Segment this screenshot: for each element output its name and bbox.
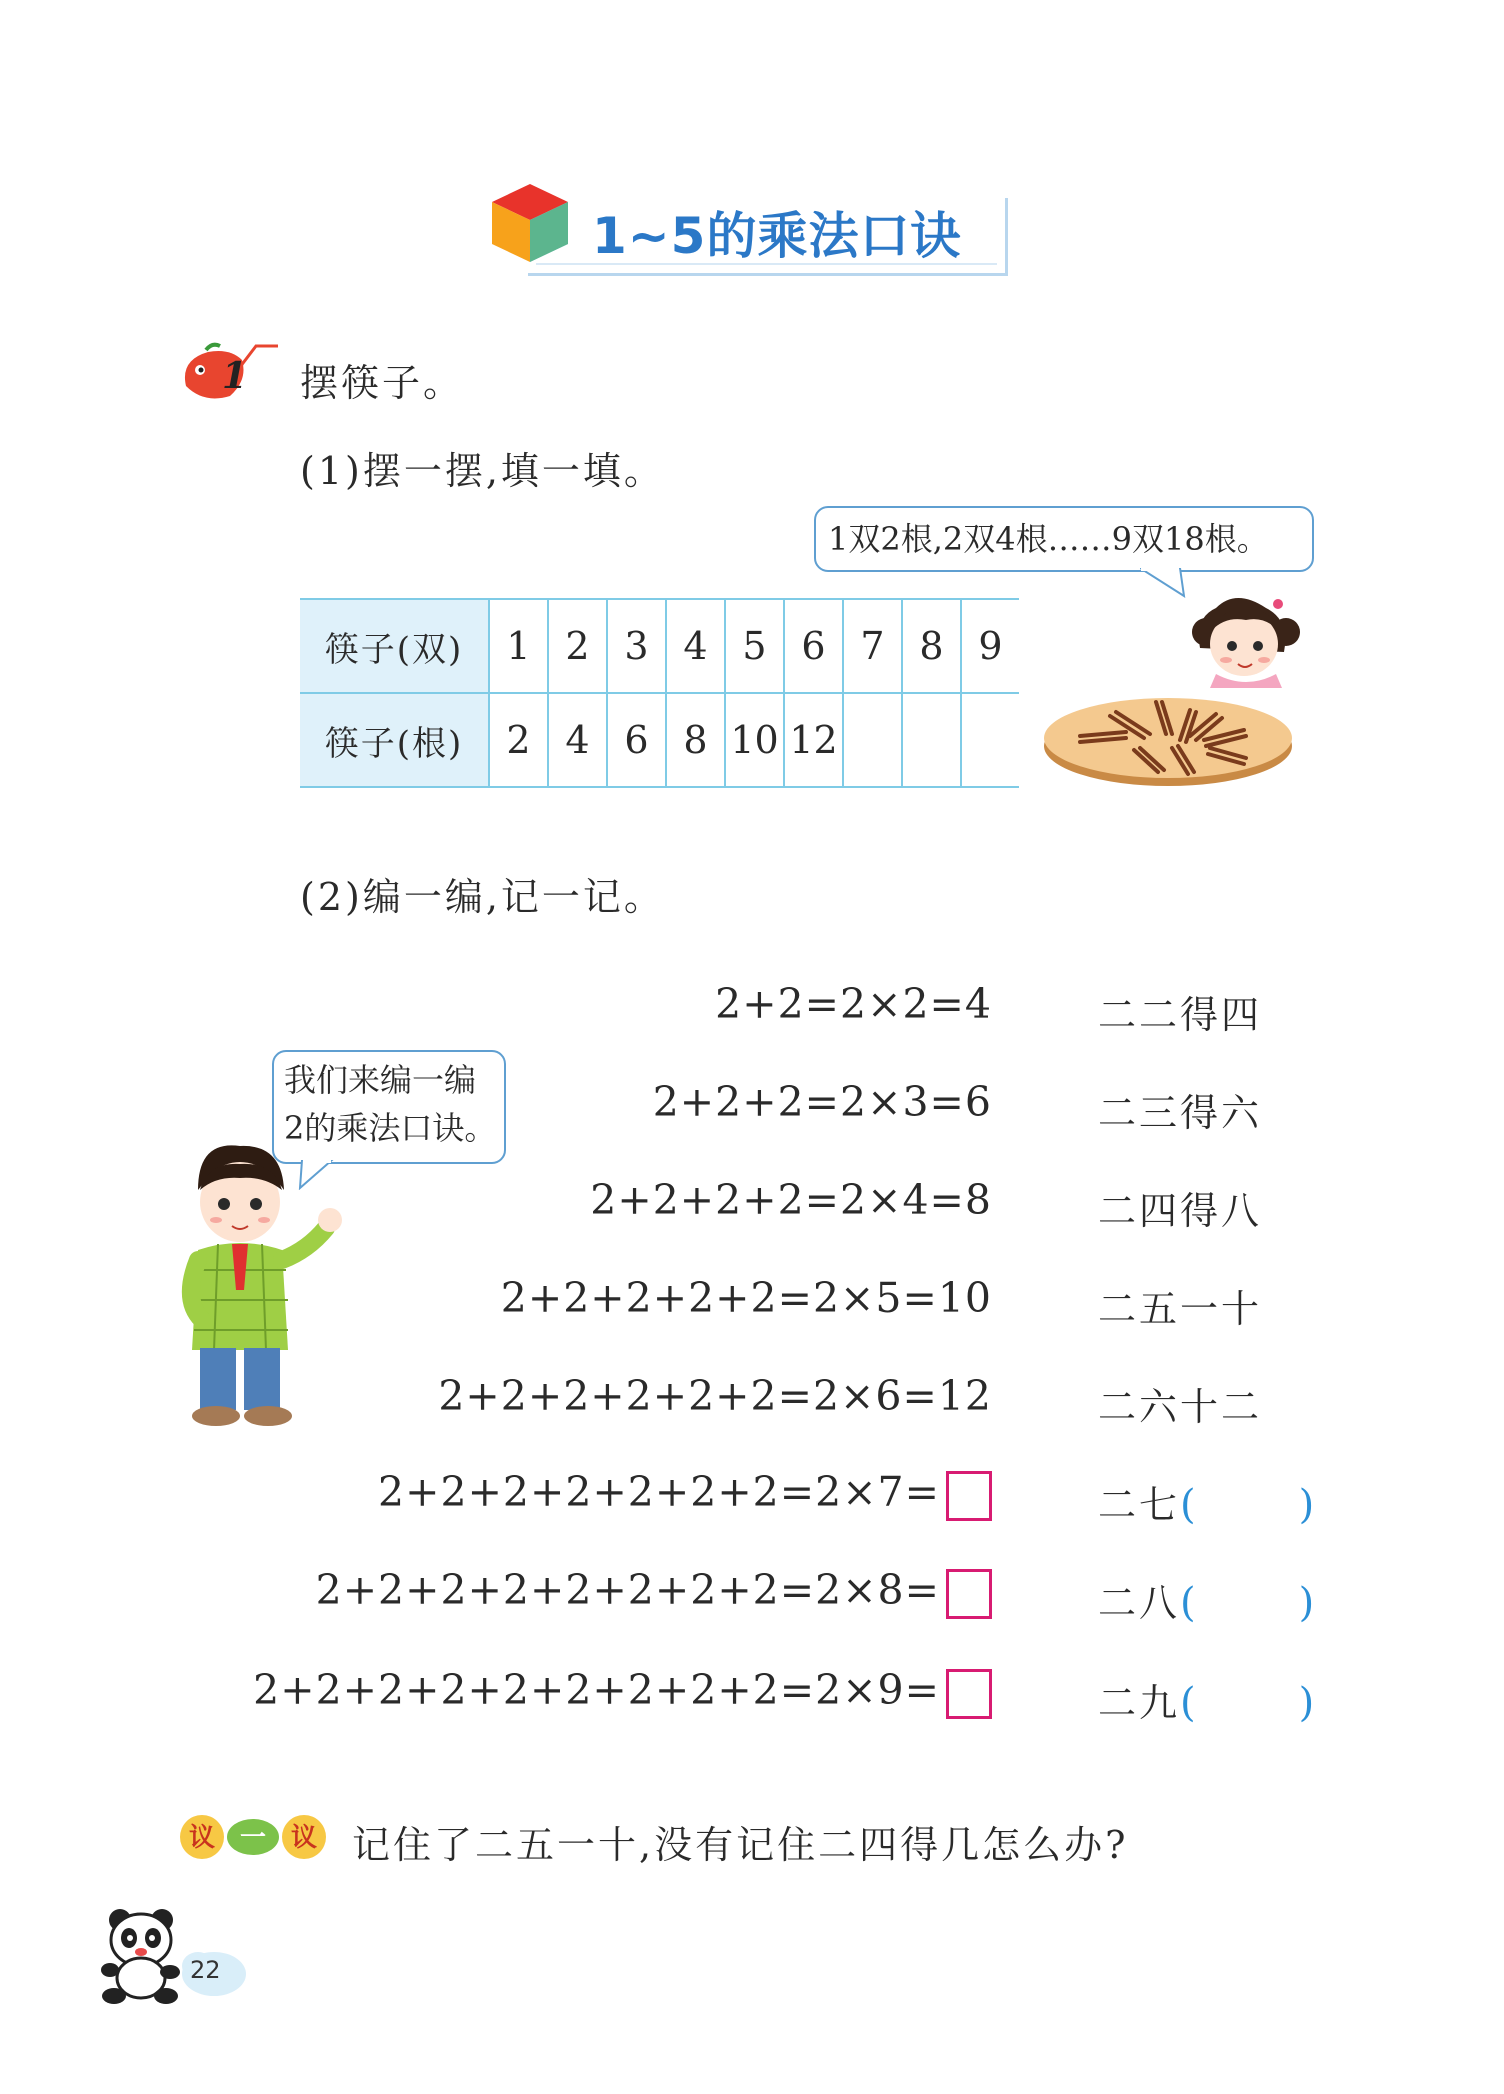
girl-speech-text: 1双2根,2双4根……9双18根。	[828, 520, 1269, 558]
chopsticks-tray-illustration	[1040, 680, 1300, 790]
equation-line	[501, 1274, 992, 1322]
paren-close: )	[1298, 1580, 1318, 1626]
table-cell: 3	[607, 599, 666, 693]
discuss-badge-char: 一	[239, 1823, 267, 1853]
koujue-fill	[1098, 1572, 1317, 1627]
discuss-badge-char: 议	[290, 1823, 318, 1853]
koujue-fill	[1098, 1672, 1317, 1727]
equation-line	[253, 1666, 992, 1719]
table-cell: 4	[666, 599, 725, 693]
table-blank-cell[interactable]	[902, 693, 961, 787]
table-cell: 9	[961, 599, 1019, 693]
equation-text: 2+2=2×2=4	[715, 980, 992, 1028]
discuss-badge	[178, 1812, 328, 1862]
koujue-text: 二九	[1098, 1681, 1181, 1725]
koujue-text: 二七	[1098, 1483, 1181, 1527]
question-number-badge	[178, 340, 282, 400]
table-cell: 1	[489, 599, 548, 693]
equation-line	[438, 1372, 992, 1420]
equation-text: 2+2+2+2+2+2+2+2+2=2×9=	[253, 1666, 940, 1714]
table-cell: 6	[784, 599, 843, 693]
answer-box[interactable]	[946, 1471, 992, 1521]
equation-text: 2+2+2=2×3=6	[652, 1078, 992, 1126]
equation-text: 2+2+2+2+2+2=2×6=12	[438, 1372, 992, 1420]
table-cell: 12	[784, 693, 843, 787]
paren-open: (	[1180, 1482, 1199, 1528]
answer-box[interactable]	[946, 1569, 992, 1619]
table-cell: 7	[843, 599, 902, 693]
paren-close: )	[1298, 1482, 1318, 1528]
boy-speech-text	[284, 1056, 496, 1152]
chopsticks-table	[300, 598, 1019, 788]
koujue-text: 二三得六	[1098, 1091, 1263, 1135]
row-label-pairs: 筷子(双)	[300, 599, 489, 693]
koujue-text: 二二得四	[1098, 993, 1263, 1037]
paren-open: (	[1180, 1580, 1199, 1626]
equation-line	[378, 1468, 992, 1521]
part1-instruction: (1)摆一摆,填一填。	[300, 449, 665, 493]
boy-illustration	[178, 1140, 348, 1430]
equation-line	[653, 1078, 992, 1126]
bubble-tail	[1140, 568, 1190, 598]
boy-speech-line: 我们来编一编	[284, 1061, 477, 1099]
part2-instruction: (2)编一编,记一记。	[300, 875, 665, 919]
koujue-text: 二四得八	[1098, 1189, 1263, 1233]
equation-text: 2+2+2+2+2+2+2=2×7=	[378, 1468, 940, 1516]
koujue-text: 二八	[1098, 1581, 1181, 1625]
table-blank-cell[interactable]	[961, 693, 1019, 787]
table-cell: 10	[725, 693, 784, 787]
table-blank-cell[interactable]	[843, 693, 902, 787]
table-cell: 4	[548, 693, 607, 787]
koujue-fill	[1098, 1474, 1317, 1529]
paren-open: (	[1180, 1680, 1199, 1726]
table-cell: 6	[607, 693, 666, 787]
equation-text: 2+2+2+2=2×4=8	[590, 1176, 992, 1224]
discuss-question: 记住了二五一十,没有记住二四得几怎么办?	[352, 1823, 1129, 1867]
equation-line	[316, 1566, 992, 1619]
table-row-pairs	[300, 599, 1019, 693]
table-row-sticks	[300, 693, 1019, 787]
table-cell: 8	[902, 599, 961, 693]
row-label-sticks: 筷子(根)	[300, 693, 489, 787]
equation-text: 2+2+2+2+2=2×5=10	[500, 1274, 992, 1322]
panda-icon	[100, 1906, 186, 2006]
koujue-text: 二五一十	[1098, 1287, 1263, 1331]
table-cell: 5	[725, 599, 784, 693]
question-heading: 摆筷子。	[300, 361, 465, 405]
paren-close: )	[1298, 1680, 1318, 1726]
equation-text: 2+2+2+2+2+2+2+2=2×8=	[315, 1566, 940, 1614]
question-number: 1	[222, 355, 248, 397]
girl-illustration	[1186, 568, 1306, 688]
table-cell: 2	[489, 693, 548, 787]
page-title: 1~5的乘法口诀	[592, 207, 962, 265]
table-cell: 2	[548, 599, 607, 693]
answer-box[interactable]	[946, 1669, 992, 1719]
equation-line	[590, 1176, 992, 1224]
equation-line	[715, 980, 992, 1028]
koujue-text: 二六十二	[1098, 1385, 1263, 1429]
discuss-badge-char: 议	[188, 1823, 216, 1853]
cube-icon	[488, 180, 572, 264]
boy-speech-line: 2的乘法口诀。	[284, 1109, 497, 1147]
table-cell: 8	[666, 693, 725, 787]
page-number: 22	[190, 1956, 221, 1984]
